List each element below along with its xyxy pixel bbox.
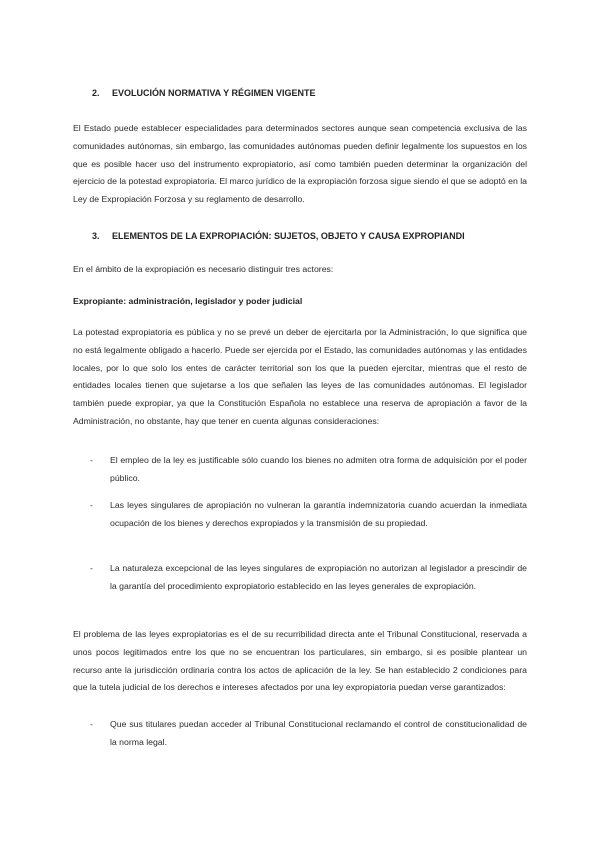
section-3-heading — [92, 231, 465, 241]
list-item-text: El empleo de la ley es justificable sólo cuando los bienes no admiten otra forma de adquisición por el poder público. — [110, 455, 527, 483]
bullet-dash: - — [90, 455, 93, 465]
section-2-number: 2. — [92, 88, 100, 98]
bullet-dash: - — [90, 563, 93, 573]
list-item — [90, 497, 527, 533]
list-item-text: La naturaleza excepcional de las leyes singulares de expropiación no autorizan al legislador a prescindir de la garantía del procedimiento expropiatorio establecido en las leyes generales de expropiación. — [110, 563, 527, 591]
expropiante-subheading: Expropiante: administración, legislador y poder judicial — [73, 296, 303, 306]
list-item-text: Que sus titulares puedan acceder al Tribunal Constitucional reclamando el control de constitucionalidad de la norma legal. — [110, 719, 527, 747]
section-3-paragraph-2: El problema de las leyes expropiatorias es el de su recurribilidad directa ante el Tribunal Constitucional, reservada a unos pocos legitimados entre los que no se encuentran los particulares, sin embargo, si es posible plantear un recurso ante la jurisdicción ordinaria contra los actos de aplicación de la ley. Se han establecido 2 condiciones para que la tutela judicial de los derechos e intereses afectados por una ley expropiatoria puedan verse garantizados: — [73, 629, 527, 693]
section-3-paragraph-1: La potestad expropiatoria es pública y no se prevé un deber de ejercitarla por la Administración, lo que significa que no está legalmente obligado a hacerlo. Puede ser ejercida por el Estado, las comunidades autónomas y las entidades locales, por lo que solo los entes de carácter territorial son los que la pueden ejercitar, mientras que el resto de entidades locales tienen que sujetarse a los que señalen las leyes de las comunidades autónomas. El legislador también puede expropiar, ya que la Constitución Española no establece una reserva de apropiación a favor de la Administración, no obstante, hay que tener en cuenta algunas consideraciones: — [73, 327, 527, 426]
section-3-title: ELEMENTOS DE LA EXPROPIACIÓN: SUJETOS, OBJETO Y CAUSA EXPROPIANDI — [112, 231, 465, 241]
list-item — [90, 452, 527, 488]
section-3-number: 3. — [92, 231, 100, 241]
list-item — [90, 560, 527, 596]
list-item — [90, 716, 527, 752]
section-3-intro: En el ámbito de la expropiación es necesario distinguir tres actores: — [73, 264, 334, 274]
section-2-heading — [92, 88, 316, 98]
bullet-dash: - — [90, 500, 93, 510]
section-2-paragraph: El Estado puede establecer especialidades para determinados sectores aunque sean competencia exclusiva de las comunidades autónomas, sin embargo, las comunidades autónomas pueden definir legalmente los supuestos en los que es posible hacer uso del instrumento expropiatorio, así como también pueden determinar la organización del ejercicio de la potestad expropiatoria. El marco jurídico de la expropiación forzosa sigue siendo el que se adoptó en la Ley de Expropiación Forzosa y su reglamento de desarrollo. — [73, 123, 527, 205]
section-2-title: EVOLUCIÓN NORMATIVA Y RÉGIMEN VIGENTE — [112, 88, 316, 98]
list-item-text: Las leyes singulares de apropiación no vulneran la garantía indemnizatoria cuando acuerdan la inmediata ocupación de los bienes y derechos expropiados y la transmisión de su propiedad. — [110, 500, 527, 528]
bullet-dash: - — [90, 719, 93, 729]
